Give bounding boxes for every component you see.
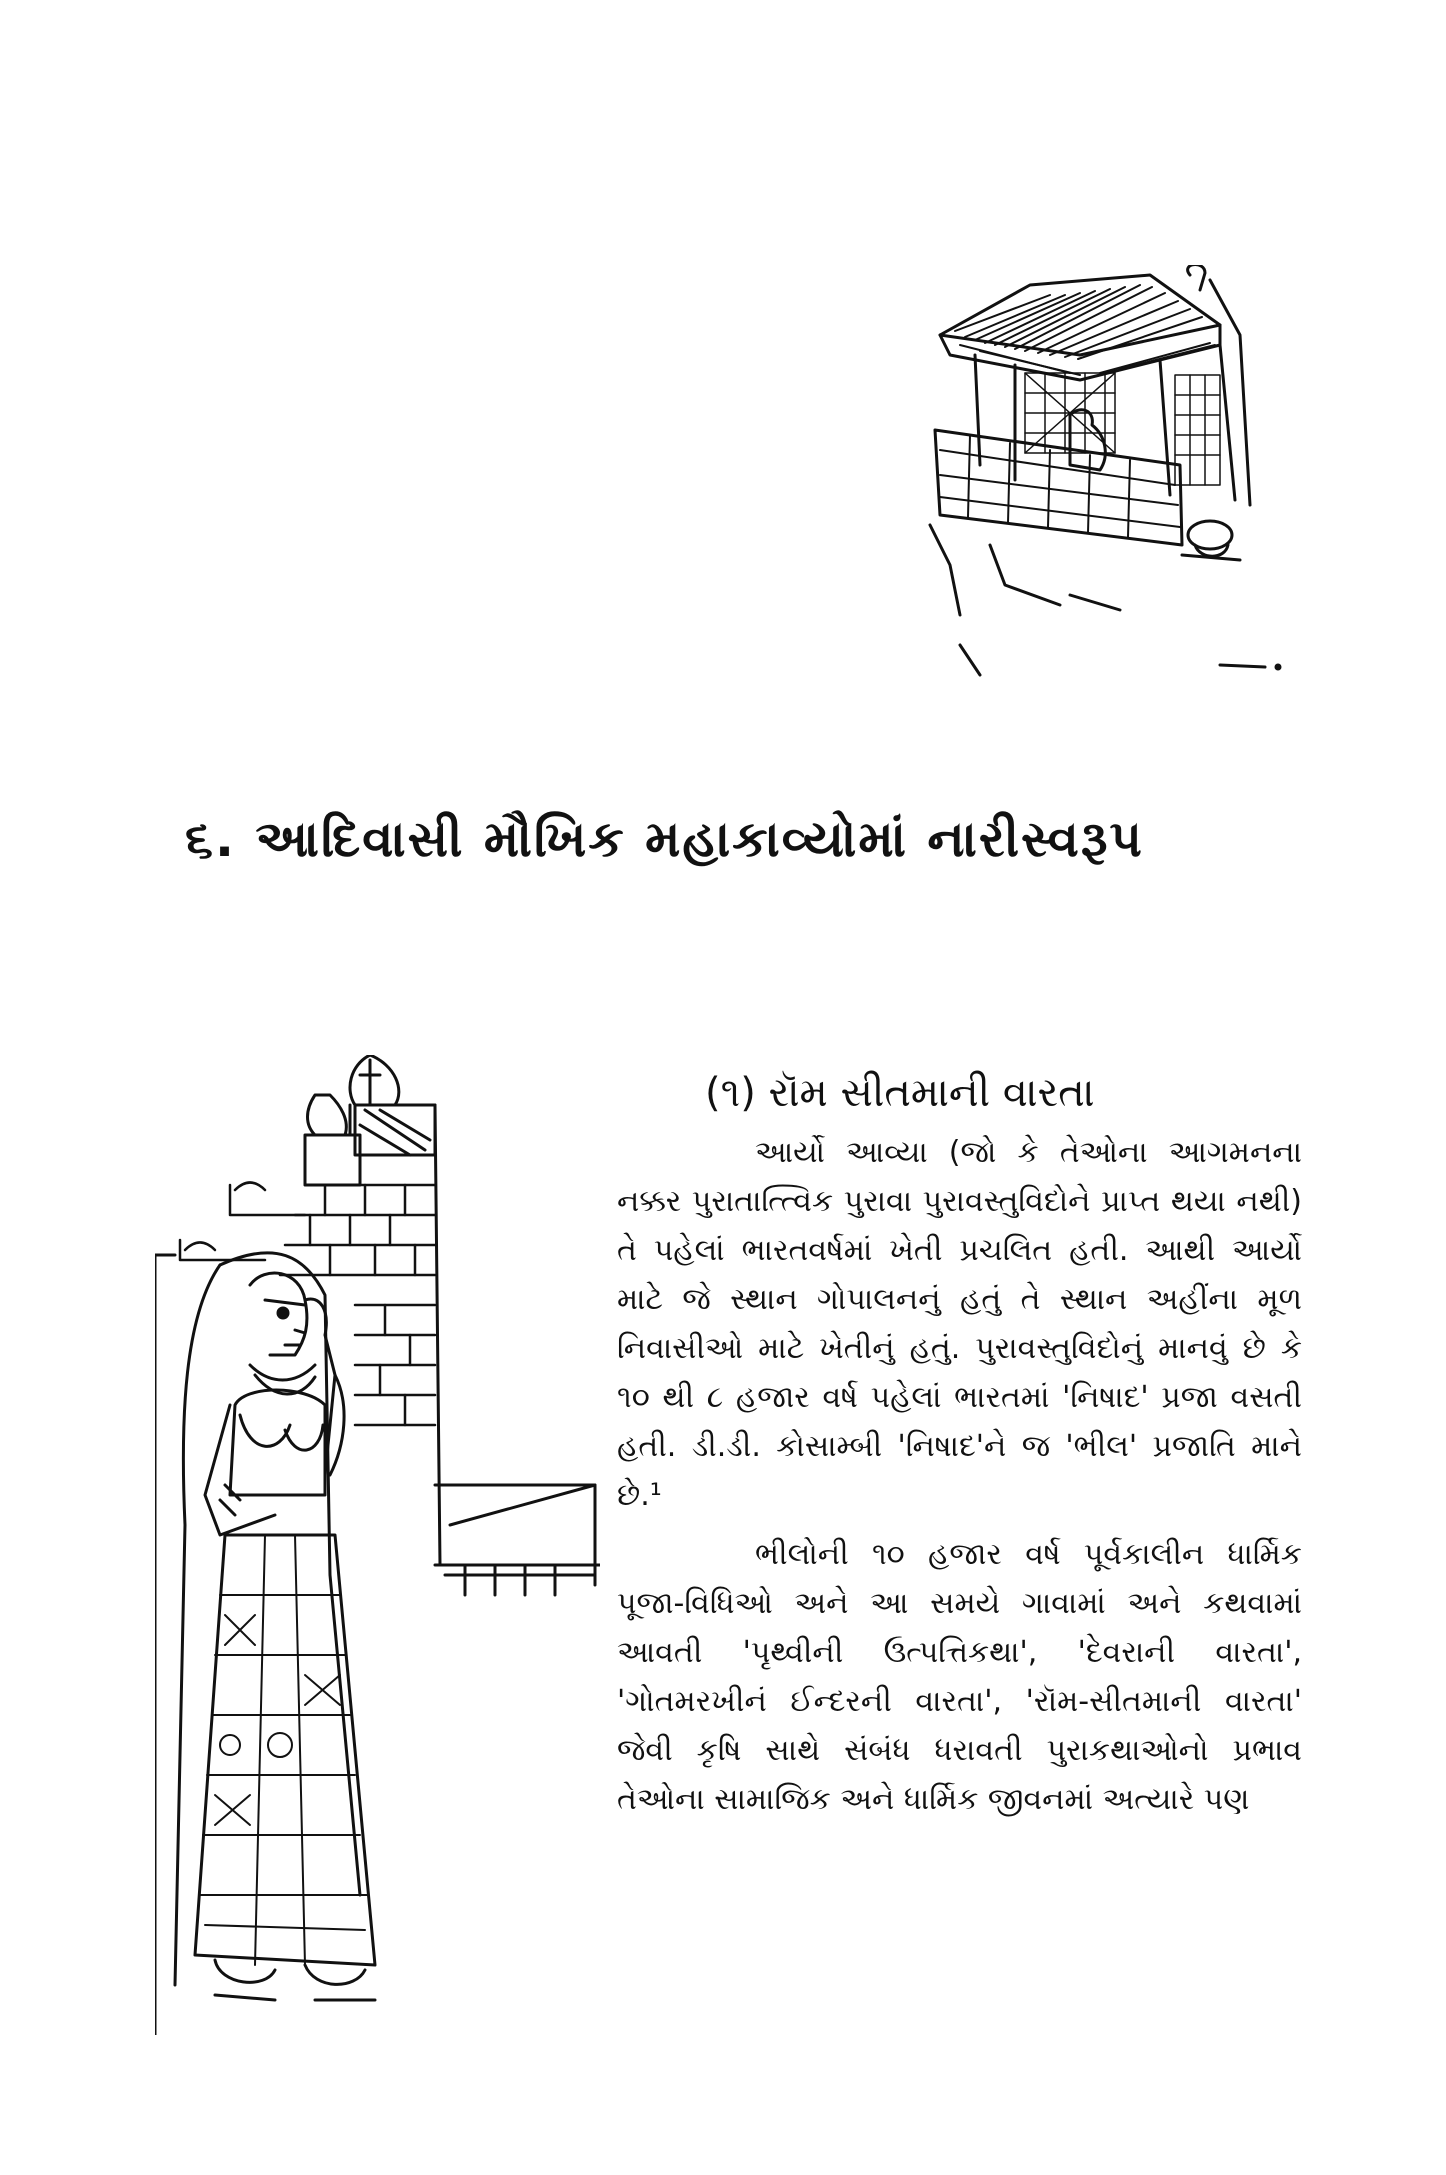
paragraph-2: ભીલોની ૧૦ હજાર વર્ષ પૂર્વકાલીન ધાર્મિક પૂજા-વિધિઓ અને આ સમયે ગાવામાં અને કથવામાં આવતી 'પૃથ્વીની ઉત્પત્તિકથા', 'દેવરાની વારતા', 'ગોતમરખીનં ઈન્દરની વારતા', 'રૉમ-સીતમાની વારતા' જેવી કૃષિ સાથે સંબંધ ધરાવતી પુરાકથાઓનો પ્રભાવ તેઓના સામાજિક અને ધાર્મિક જીવનમાં અત્યારે પણ (617, 1537, 1302, 1817)
hut-illustration (920, 265, 1290, 685)
paragraph-1: આર્યો આવ્યા (જો કે તેઓના આગમનના નક્કર પુરાતાત્ત્વિક પુરાવા પુરાવસ્તુવિદોને પ્રાપ્ત થયા નથી) તે પહેલાં ભારતવર્ષમાં ખેતી પ્રચલિત હતી. આથી આર્યો માટે જે સ્થાન ગોપાલનનું હતું તે સ્થાન અહીંના મૂળ નિવાસીઓ માટે ખેતીનું હતું. પુરાવસ્તુવિદોનું માનવું છે કે ૧૦ થી ૮ હજાર વર્ષ પહેલાં ભારતમાં 'નિષાદ' પ્રજા વસતી હતી. ડી.ડી. કોસામ્બી 'નિષાદ'ને જ 'ભીલ' પ્રજાતિ માને છે.¹ (617, 1135, 1302, 1513)
body-text (617, 1128, 1302, 1824)
woman-illustration (155, 1055, 600, 2035)
chapter-title: ૬. આદિવાસી મૌખિક મહાકાવ્યોમાં નારીસ્વરૂપ (185, 810, 1144, 868)
section-heading: (૧) રૉમ સીતમાની વારતા (705, 1070, 1095, 1116)
